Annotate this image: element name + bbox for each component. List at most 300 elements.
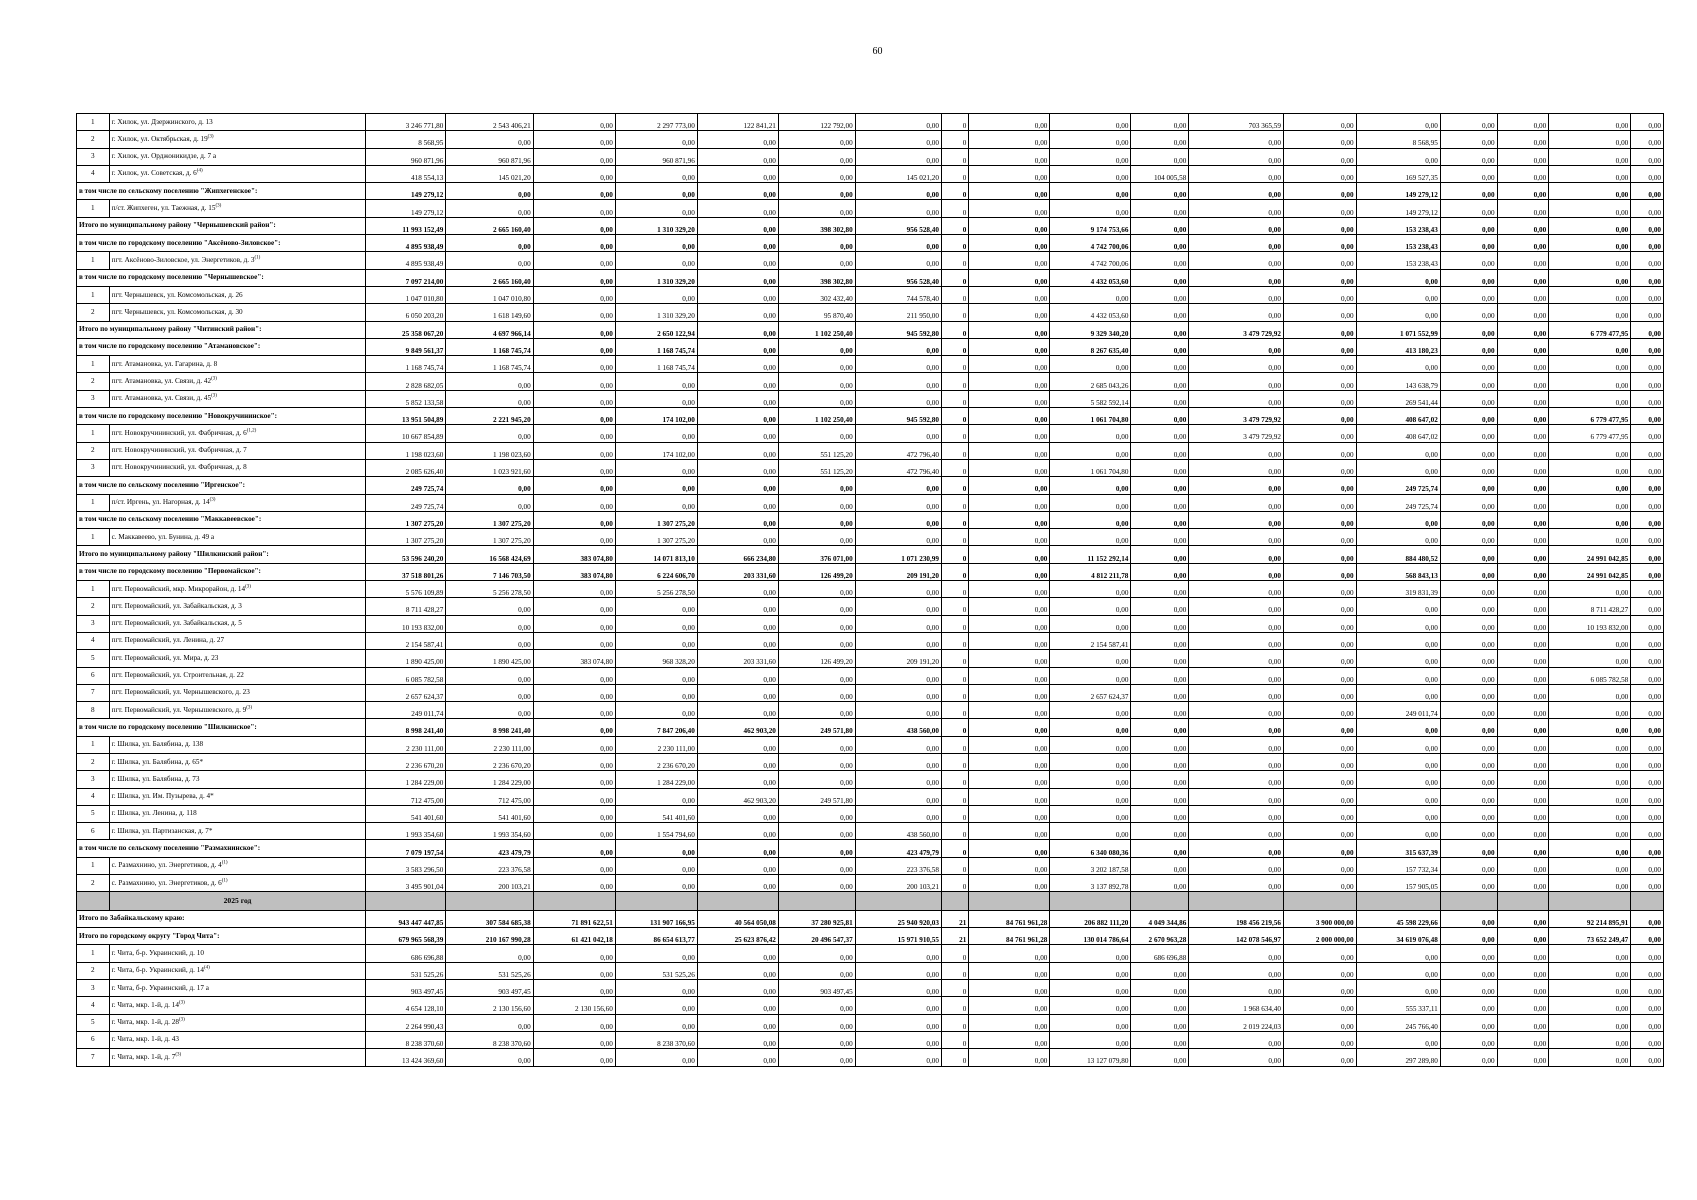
value-cell: 0,00	[615, 702, 697, 719]
value-cell: 0,00	[533, 823, 615, 840]
value-cell: 0,00	[1283, 719, 1356, 736]
value-cell: 0,00	[1440, 494, 1497, 511]
table-row	[77, 148, 1664, 165]
value-cell: 0,00	[969, 511, 1050, 528]
footnote-mark: (3)	[178, 1017, 185, 1023]
value-cell: 0,00	[1497, 667, 1549, 684]
value-cell: 157 732,34	[1356, 857, 1440, 874]
value-cell: 0,00	[1050, 823, 1131, 840]
address-cell	[109, 962, 366, 979]
value-cell: 0	[941, 736, 968, 753]
value-cell: 0,00	[446, 235, 533, 252]
value-cell: 200 103,21	[855, 875, 941, 892]
value-cell: 0,00	[1549, 217, 1631, 234]
value-cell: 0,00	[697, 183, 778, 200]
value-cell: 0,00	[1549, 114, 1631, 131]
value-cell: 438 560,00	[855, 719, 941, 736]
value-cell: 0,00	[615, 286, 697, 303]
value-cell: 0,00	[1283, 1049, 1356, 1066]
value-cell: 0,00	[1356, 771, 1440, 788]
value-cell: 0,00	[1050, 980, 1131, 997]
value-cell: 0,00	[1497, 408, 1549, 425]
value-cell: 0	[941, 840, 968, 857]
value-cell: 223 376,58	[855, 857, 941, 874]
value-cell: 0,00	[778, 1014, 855, 1031]
value-cell: 0,00	[1497, 598, 1549, 615]
value-cell: 0,00	[446, 1049, 533, 1066]
cell	[615, 892, 697, 911]
value-cell: 0,00	[778, 183, 855, 200]
value-cell: 0,00	[778, 494, 855, 511]
value-cell: 0,00	[969, 563, 1050, 580]
address-cell	[109, 805, 366, 822]
value-cell: 0,00	[1189, 632, 1284, 649]
value-cell: 4 432 053,60	[1050, 304, 1131, 321]
value-cell: 0	[941, 356, 968, 373]
value-cell: 1 102 250,40	[778, 408, 855, 425]
value-cell: 0,00	[1497, 114, 1549, 131]
value-cell: 0,00	[697, 1014, 778, 1031]
value-cell: 6 085 782,58	[366, 667, 446, 684]
value-cell: 0,00	[1440, 805, 1497, 822]
row-number: 6	[77, 823, 110, 840]
value-cell: 0,00	[533, 321, 615, 338]
subtotal-label: в том числе по сельскому поселению "Жипхегенское":	[77, 183, 366, 200]
value-cell: 0,00	[1497, 252, 1549, 269]
value-cell: 0,00	[1631, 252, 1664, 269]
value-cell: 0,00	[1050, 788, 1131, 805]
value-cell: 0,00	[1131, 373, 1189, 390]
value-cell: 679 965 568,39	[366, 928, 446, 945]
value-cell: 0,00	[533, 615, 615, 632]
value-cell: 0,00	[1631, 928, 1664, 945]
value-cell: 122 792,00	[778, 114, 855, 131]
value-cell: 0,00	[1631, 217, 1664, 234]
value-cell: 0,00	[969, 408, 1050, 425]
value-cell: 0,00	[778, 235, 855, 252]
value-cell: 0,00	[1283, 459, 1356, 476]
value-cell: 0,00	[1631, 148, 1664, 165]
value-cell: 0,00	[969, 390, 1050, 407]
value-cell: 0,00	[1631, 459, 1664, 476]
value-cell: 0,00	[1189, 753, 1284, 770]
value-cell: 0,00	[1356, 719, 1440, 736]
value-cell: 0,00	[615, 632, 697, 649]
value-cell: 0	[941, 321, 968, 338]
value-cell: 0,00	[1131, 235, 1189, 252]
value-cell: 3 583 296,50	[366, 857, 446, 874]
value-cell: 249 571,80	[778, 719, 855, 736]
value-cell: 2 130 156,60	[533, 997, 615, 1014]
table-row	[77, 581, 1664, 598]
value-cell: 0,00	[1356, 667, 1440, 684]
value-cell: 0,00	[1283, 477, 1356, 494]
value-cell: 37 518 801,26	[366, 563, 446, 580]
value-cell: 1 993 354,60	[366, 823, 446, 840]
address-cell	[109, 252, 366, 269]
address-text: пгт. Новокручининский, ул. Фабричная, д. 8	[111, 463, 247, 472]
table-row	[77, 980, 1664, 997]
value-cell: 531 525,26	[446, 962, 533, 979]
value-cell: 0,00	[1549, 235, 1631, 252]
value-cell: 0,00	[1131, 459, 1189, 476]
value-cell: 462 903,20	[697, 719, 778, 736]
value-cell: 0,00	[1497, 200, 1549, 217]
value-cell: 0,00	[1189, 702, 1284, 719]
value-cell: 0,00	[855, 684, 941, 701]
value-cell: 0,00	[855, 373, 941, 390]
value-cell: 4 742 700,06	[1050, 235, 1131, 252]
value-cell: 0,00	[1283, 736, 1356, 753]
value-cell: 3 202 187,58	[1050, 857, 1131, 874]
value-cell: 0,00	[615, 945, 697, 962]
value-cell: 0,00	[969, 753, 1050, 770]
value-cell: 0	[941, 148, 968, 165]
value-cell: 0,00	[1549, 962, 1631, 979]
value-cell: 2 221 945,20	[446, 408, 533, 425]
value-cell: 0,00	[1440, 442, 1497, 459]
value-cell: 0	[941, 771, 968, 788]
row-number: 1	[77, 200, 110, 217]
funding-table	[76, 113, 1664, 1067]
table-row	[77, 1014, 1664, 1031]
value-cell: 0,00	[615, 477, 697, 494]
row-number: 1	[77, 252, 110, 269]
value-cell: 0,00	[1631, 442, 1664, 459]
value-cell: 0,00	[1050, 286, 1131, 303]
value-cell: 0,00	[1631, 840, 1664, 857]
value-cell: 0,00	[1356, 356, 1440, 373]
value-cell: 0,00	[969, 702, 1050, 719]
address-cell	[109, 684, 366, 701]
value-cell: 0,00	[615, 788, 697, 805]
value-cell: 6 085 782,58	[1549, 667, 1631, 684]
value-cell: 0,00	[1050, 511, 1131, 528]
value-cell: 0,00	[446, 494, 533, 511]
value-cell: 0,00	[969, 373, 1050, 390]
value-cell: 0,00	[1549, 997, 1631, 1014]
value-cell: 0,00	[1631, 581, 1664, 598]
value-cell: 319 831,39	[1356, 581, 1440, 598]
row-number: 2	[77, 131, 110, 148]
value-cell: 0,00	[533, 875, 615, 892]
footnote-mark: (3)	[207, 134, 214, 140]
table-row	[77, 684, 1664, 701]
value-cell: 0,00	[969, 615, 1050, 632]
row-number: 3	[77, 771, 110, 788]
value-cell: 0,00	[1131, 1049, 1189, 1066]
value-cell: 53 596 240,20	[366, 546, 446, 563]
value-cell: 0,00	[1440, 667, 1497, 684]
value-cell: 211 950,00	[855, 304, 941, 321]
value-cell: 0,00	[1497, 321, 1549, 338]
value-cell: 0,00	[1631, 356, 1664, 373]
value-cell: 0,00	[1283, 408, 1356, 425]
subtotal-row	[77, 183, 1664, 200]
value-cell: 0,00	[697, 200, 778, 217]
value-cell: 0,00	[1440, 1014, 1497, 1031]
table-row	[77, 356, 1664, 373]
value-cell: 0,00	[778, 962, 855, 979]
value-cell: 0,00	[1549, 632, 1631, 649]
value-cell: 0,00	[1497, 148, 1549, 165]
value-cell: 0,00	[1631, 1031, 1664, 1048]
subtotal-row	[77, 477, 1664, 494]
value-cell: 0,00	[1440, 356, 1497, 373]
cell	[1356, 892, 1440, 911]
footnote-mark: (3)	[246, 705, 253, 711]
value-cell: 0,00	[533, 165, 615, 182]
value-cell: 0,00	[1631, 477, 1664, 494]
value-cell: 0,00	[697, 753, 778, 770]
footnote-mark: (1)	[254, 255, 261, 261]
value-cell: 0,00	[969, 235, 1050, 252]
value-cell: 0,00	[697, 598, 778, 615]
value-cell: 0,00	[1631, 1049, 1664, 1066]
value-cell: 0,00	[1131, 477, 1189, 494]
value-cell: 0,00	[1131, 719, 1189, 736]
year-row	[77, 892, 1664, 911]
value-cell: 703 365,59	[1189, 114, 1284, 131]
value-cell: 0,00	[1050, 114, 1131, 131]
subtotal-row	[77, 563, 1664, 580]
value-cell: 249 725,74	[366, 477, 446, 494]
value-cell: 0,00	[1631, 1014, 1664, 1031]
value-cell: 0,00	[1283, 442, 1356, 459]
value-cell: 0,00	[855, 980, 941, 997]
value-cell: 0,00	[1497, 373, 1549, 390]
value-cell: 555 337,11	[1356, 997, 1440, 1014]
value-cell: 1 993 354,60	[446, 823, 533, 840]
value-cell: 0,00	[1131, 875, 1189, 892]
value-cell: 0,00	[615, 373, 697, 390]
subtotal-row	[77, 910, 1664, 927]
value-cell: 0,00	[1549, 945, 1631, 962]
value-cell: 531 525,26	[366, 962, 446, 979]
value-cell: 203 331,60	[697, 563, 778, 580]
value-cell: 0,00	[697, 252, 778, 269]
address-text: г. Шилка, ул. Партизанская, д. 7*	[111, 826, 213, 835]
value-cell: 0,00	[697, 390, 778, 407]
value-cell: 0,00	[533, 459, 615, 476]
value-cell: 0,00	[1356, 736, 1440, 753]
value-cell: 0,00	[1189, 857, 1284, 874]
value-cell: 0,00	[1356, 304, 1440, 321]
value-cell: 0,00	[1549, 131, 1631, 148]
value-cell: 0,00	[1497, 1049, 1549, 1066]
cell	[1050, 892, 1131, 911]
value-cell: 0,00	[855, 425, 941, 442]
value-cell: 0,00	[1131, 546, 1189, 563]
address-cell	[109, 442, 366, 459]
value-cell: 0,00	[1283, 702, 1356, 719]
value-cell: 24 991 042,85	[1549, 546, 1631, 563]
value-cell: 1 310 329,20	[615, 304, 697, 321]
value-cell: 0,00	[615, 1049, 697, 1066]
value-cell: 0,00	[1549, 511, 1631, 528]
value-cell: 0	[941, 511, 968, 528]
value-cell: 0,00	[1356, 442, 1440, 459]
value-cell: 1 890 425,00	[366, 650, 446, 667]
value-cell: 0,00	[855, 131, 941, 148]
value-cell: 223 376,58	[446, 857, 533, 874]
value-cell: 0,00	[1189, 962, 1284, 979]
value-cell: 0,00	[1050, 442, 1131, 459]
value-cell: 0,00	[855, 1049, 941, 1066]
value-cell: 0,00	[446, 667, 533, 684]
value-cell: 408 647,02	[1356, 425, 1440, 442]
value-cell: 0,00	[615, 459, 697, 476]
year-label: 2025 год	[109, 892, 366, 911]
value-cell: 0,00	[778, 805, 855, 822]
value-cell: 0,00	[1497, 304, 1549, 321]
value-cell: 0,00	[1189, 286, 1284, 303]
table-row	[77, 1049, 1664, 1066]
value-cell: 2 665 160,40	[446, 217, 533, 234]
value-cell: 4 895 938,49	[366, 252, 446, 269]
value-cell: 0,00	[1549, 183, 1631, 200]
value-cell: 0,00	[1440, 1049, 1497, 1066]
value-cell: 1 061 704,80	[1050, 408, 1131, 425]
value-cell: 73 652 249,47	[1549, 928, 1631, 945]
value-cell: 0,00	[969, 823, 1050, 840]
value-cell: 0,00	[533, 840, 615, 857]
value-cell: 1 284 229,00	[615, 771, 697, 788]
value-cell: 0,00	[615, 165, 697, 182]
value-cell: 0,00	[1549, 148, 1631, 165]
value-cell: 0,00	[1631, 667, 1664, 684]
subtotal-label: в том числе по городскому поселению "Шилкинское":	[77, 719, 366, 736]
value-cell: 0,00	[1631, 945, 1664, 962]
value-cell: 2 657 624,37	[366, 684, 446, 701]
address-cell	[109, 1049, 366, 1066]
value-cell: 104 005,58	[1131, 165, 1189, 182]
value-cell: 945 592,80	[855, 408, 941, 425]
value-cell: 0,00	[533, 269, 615, 286]
value-cell: 0,00	[533, 945, 615, 962]
table-row	[77, 425, 1664, 442]
value-cell: 2 154 587,41	[366, 632, 446, 649]
value-cell: 0,00	[855, 183, 941, 200]
value-cell: 383 074,80	[533, 563, 615, 580]
address-cell	[109, 997, 366, 1014]
subtotal-row	[77, 719, 1664, 736]
value-cell: 0,00	[697, 736, 778, 753]
value-cell: 0,00	[1631, 788, 1664, 805]
value-cell: 943 447 447,85	[366, 910, 446, 927]
value-cell: 0,00	[1497, 684, 1549, 701]
value-cell: 0,00	[697, 684, 778, 701]
value-cell: 0,00	[1131, 788, 1189, 805]
value-cell: 0,00	[697, 304, 778, 321]
value-cell: 956 528,40	[855, 217, 941, 234]
value-cell: 0,00	[778, 148, 855, 165]
value-cell: 0,00	[1283, 269, 1356, 286]
value-cell: 0,00	[533, 217, 615, 234]
value-cell: 0,00	[969, 771, 1050, 788]
value-cell: 0,00	[615, 1014, 697, 1031]
value-cell: 0,00	[1497, 563, 1549, 580]
footnote-mark: (4)	[203, 965, 210, 971]
value-cell: 1 307 275,20	[446, 529, 533, 546]
value-cell: 0,00	[969, 546, 1050, 563]
value-cell: 2 657 624,37	[1050, 684, 1131, 701]
row-number: 4	[77, 788, 110, 805]
value-cell: 0	[941, 338, 968, 355]
value-cell: 0,00	[1283, 131, 1356, 148]
value-cell: 0,00	[1631, 511, 1664, 528]
value-cell: 1 023 921,60	[446, 459, 533, 476]
value-cell: 5 582 592,14	[1050, 390, 1131, 407]
value-cell: 0,00	[778, 702, 855, 719]
value-cell: 149 279,12	[1356, 183, 1440, 200]
cell	[1283, 892, 1356, 911]
value-cell: 0,00	[697, 1031, 778, 1048]
row-number: 2	[77, 875, 110, 892]
value-cell: 0,00	[1189, 788, 1284, 805]
value-cell: 0	[941, 719, 968, 736]
value-cell: 0,00	[1356, 788, 1440, 805]
value-cell: 0,00	[615, 840, 697, 857]
row-number: 2	[77, 304, 110, 321]
value-cell: 3 479 729,92	[1189, 408, 1284, 425]
value-cell: 0,00	[1050, 494, 1131, 511]
value-cell: 0,00	[615, 875, 697, 892]
value-cell: 0,00	[1549, 494, 1631, 511]
row-number: 1	[77, 114, 110, 131]
value-cell: 0,00	[1283, 338, 1356, 355]
value-cell: 0,00	[1283, 805, 1356, 822]
row-number: 7	[77, 684, 110, 701]
value-cell: 0	[941, 702, 968, 719]
value-cell: 0,00	[446, 252, 533, 269]
value-cell: 122 841,21	[697, 114, 778, 131]
value-cell: 0,00	[697, 356, 778, 373]
value-cell: 0,00	[697, 857, 778, 874]
value-cell: 2 085 626,40	[366, 459, 446, 476]
value-cell: 0,00	[615, 425, 697, 442]
value-cell: 0,00	[697, 632, 778, 649]
value-cell: 0,00	[1283, 962, 1356, 979]
value-cell: 0,00	[615, 980, 697, 997]
value-cell: 0,00	[533, 962, 615, 979]
value-cell: 0,00	[615, 390, 697, 407]
value-cell: 0,00	[969, 529, 1050, 546]
value-cell: 0,00	[855, 805, 941, 822]
value-cell: 744 578,40	[855, 286, 941, 303]
value-cell: 0,00	[855, 945, 941, 962]
value-cell: 1 618 149,60	[446, 304, 533, 321]
table-row	[77, 945, 1664, 962]
value-cell: 174 102,00	[615, 442, 697, 459]
value-cell: 0,00	[697, 980, 778, 997]
value-cell: 0,00	[1131, 442, 1189, 459]
value-cell: 0,00	[1356, 1031, 1440, 1048]
value-cell: 0,00	[1549, 338, 1631, 355]
value-cell: 0,00	[1283, 546, 1356, 563]
address-text: пгт. Первомайский, ул. Забайкальская, д. 5	[111, 619, 242, 628]
value-cell: 0	[941, 1049, 968, 1066]
value-cell: 0,00	[778, 338, 855, 355]
value-cell: 0,00	[1283, 598, 1356, 615]
value-cell: 0,00	[533, 425, 615, 442]
value-cell: 9 849 561,37	[366, 338, 446, 355]
table-row	[77, 702, 1664, 719]
address-cell	[109, 1031, 366, 1048]
address-text: пгт. Первомайский, ул. Забайкальская, д. 3	[111, 601, 242, 610]
value-cell: 0,00	[615, 183, 697, 200]
value-cell: 0	[941, 1031, 968, 1048]
